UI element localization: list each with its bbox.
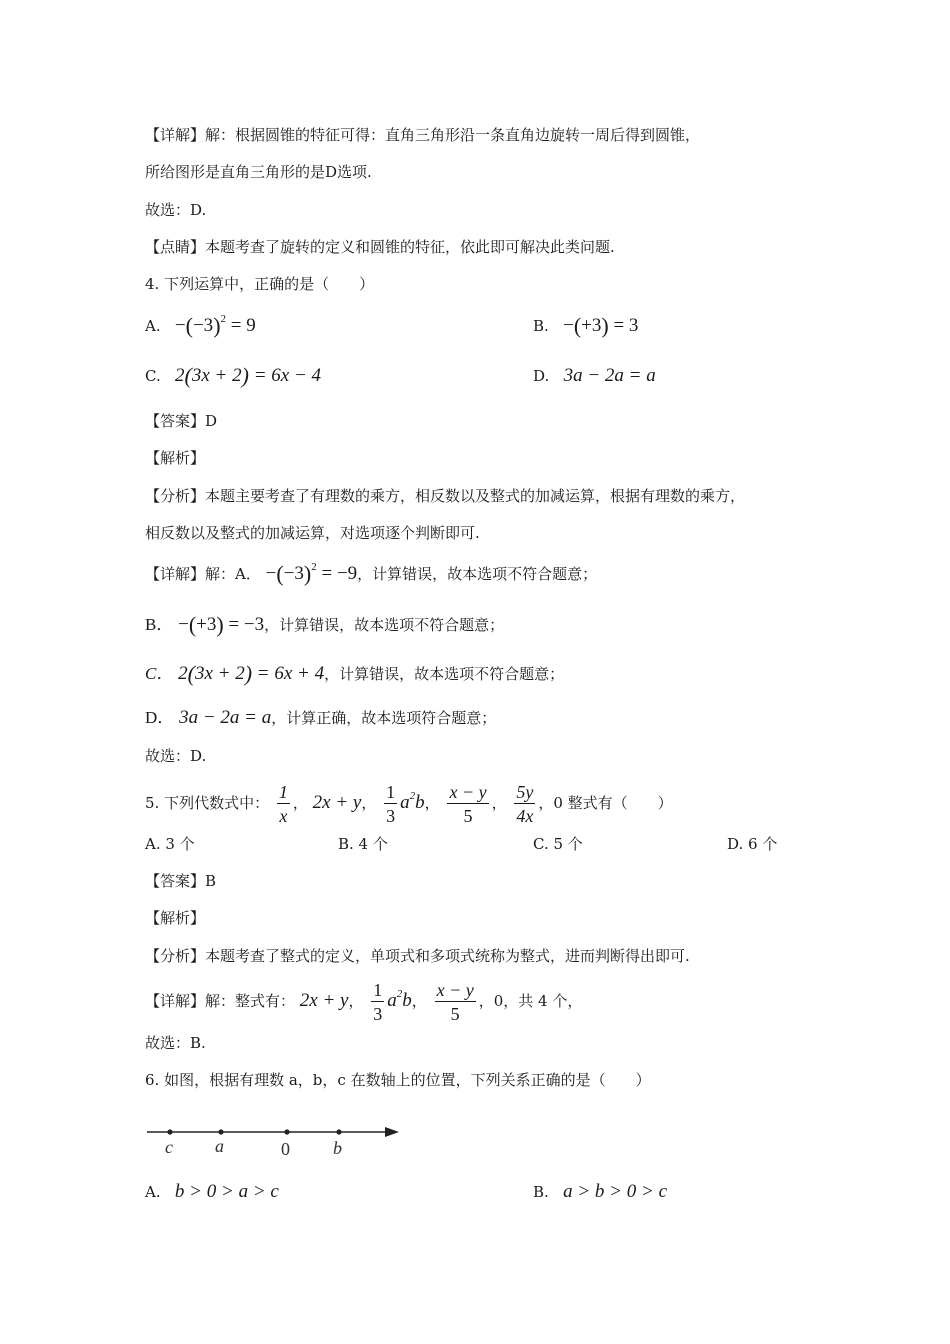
q4-choice: 故选：D.: [145, 747, 207, 765]
point-zero: [284, 1129, 289, 1134]
q4-detail-b: B． −(+3) = −3，计算错误，故本选项不符合题意；: [145, 612, 505, 637]
q4-detail-d: D． 3a − 2a = a，计算正确，故本选项符合题意；: [145, 707, 497, 728]
label-c: c: [165, 1137, 173, 1157]
q5-option-d: D. 6 个: [727, 835, 778, 853]
label-zero: 0: [281, 1139, 290, 1159]
q4-option-d: D. 3a − 2a = a: [533, 365, 656, 386]
fraction: $\frac{5y}{4x}$: [516, 781, 534, 826]
point-b: [336, 1129, 341, 1134]
q5-answer: 【答案】B: [145, 872, 217, 890]
q4-analysis: 相反数以及整式的加减运算，对选项逐个判断即可.: [145, 524, 480, 542]
q5-option-b: B. 4 个: [338, 835, 388, 853]
fraction: $\frac{x - y}{5}$: [436, 979, 474, 1024]
q6-option-a: A. b > 0 > a > c: [145, 1181, 279, 1202]
question-5-stem: 5. 下列代数式中： $\frac{1}{x}$ ， 2x + y， $\frac{1}{3}$ $a^2b$， $\frac{x - y}{5}$ ， $\frac{5y}{4x}$ ，0 整式有（ ）: [145, 781, 673, 826]
detail-text: 所给图形是直角三角形的是D选项.: [145, 163, 372, 181]
q4-answer: 【答案】D: [145, 412, 218, 430]
q5-analysis: 【分析】本题考查了整式的定义，单项式和多项式统称为整式，进而判断得出即可.: [145, 947, 690, 965]
q4-option-a: A. $-(-3)^2 = 9$: [145, 313, 256, 338]
q4-analysis: 【分析】本题主要考查了有理数的乘方，相反数以及整式的加减运算，根据有理数的乘方，: [145, 487, 746, 505]
fraction: $\frac{1}{3}$: [373, 979, 383, 1024]
label-a: a: [215, 1136, 224, 1156]
fraction: $\frac{1}{x}$: [278, 781, 288, 826]
q4-analysis-title: 【解析】: [145, 449, 206, 467]
question-4-stem: 4. 下列运算中，正确的是（ ）: [145, 275, 375, 293]
number-line-figure: [145, 1118, 405, 1162]
q4-detail-c: C． 2(3x + 2) = 6x + 4，计算错误，故本选项不符合题意；: [145, 661, 565, 686]
q5-analysis-title: 【解析】: [145, 909, 206, 927]
q4-detail-a: 【详解】解：A． $-(-3)^2 = -9$，计算错误，故本选项不符合题意；: [145, 561, 598, 586]
label-b: b: [333, 1138, 342, 1158]
point-a: [218, 1129, 223, 1134]
point-c: [167, 1129, 172, 1134]
q6-option-b: B. a > b > 0 > c: [533, 1181, 668, 1202]
q5-choice: 故选：B.: [145, 1034, 206, 1052]
q5-option-a: A. 3 个: [145, 835, 195, 853]
q5-detail: 【详解】解：整式有： 2x + y， $\frac{1}{3}$ $a^2b$， $\frac{x - y}{5}$ ，0，共 4 个，: [145, 979, 583, 1024]
comment-text: 【点睛】本题考查了旋转的定义和圆锥的特征，依此即可解决此类问题.: [145, 238, 615, 256]
q4-option-b: B. −(+3) = 3: [533, 313, 639, 338]
question-6-stem: 6. 如图，根据有理数 a，b，c 在数轴上的位置，下列关系正确的是（ ）: [145, 1071, 651, 1089]
q5-option-c: C. 5 个: [533, 835, 583, 853]
axis-arrowhead: [385, 1127, 399, 1137]
detail-text: 【详解】解：根据圆锥的特征可得：直角三角形沿一条直角边旋转一周后得到圆锥，: [145, 126, 701, 144]
q4-option-c: C. 2(3x + 2) = 6x − 4: [145, 363, 322, 388]
choice-text: 故选：D.: [145, 201, 207, 219]
fraction: $\frac{x - y}{5}$: [449, 781, 487, 826]
fraction: $\frac{1}{3}$: [386, 781, 396, 826]
